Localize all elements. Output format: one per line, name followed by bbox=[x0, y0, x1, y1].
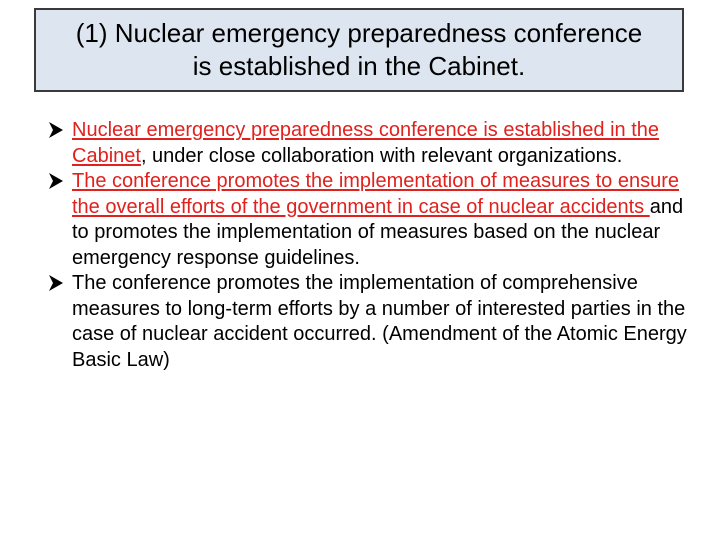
bullet-item-3 bbox=[48, 271, 688, 373]
bullet-item-1 bbox=[48, 118, 688, 169]
bullet-1-text: , under close collaboration with relevant organizations. bbox=[140, 144, 623, 167]
bullet-list bbox=[48, 118, 688, 373]
arrowhead-check-bullet-icon bbox=[48, 273, 64, 293]
bullet-2-highlight-text: The conference promotes the implementation of measures to ensure the overall efforts of the government in case of nuclear accidents bbox=[72, 170, 679, 218]
title-box bbox=[34, 8, 684, 92]
title-line-2: is established in the Cabinet. bbox=[192, 51, 526, 81]
bullet-1-highlight-text: Nuclear emergency preparedness conference is established in the Cabinet bbox=[72, 119, 660, 167]
title-line-1: (1) Nuclear emergency preparedness conference bbox=[75, 18, 643, 48]
bullet-2-text: and to promotes the implementation of measures based on the nuclear emergency response guidelines. bbox=[72, 195, 684, 269]
arrowhead-check-bullet-icon bbox=[48, 120, 64, 140]
bullet-item-2 bbox=[48, 169, 688, 271]
page-title bbox=[76, 17, 643, 83]
bullet-3-text: The conference promotes the implementation of comprehensive measures to long-term efforts by a number of interested parties in the case of nuclear accident occurred. (Amendment of the Atomic Energy Basic Law) bbox=[72, 272, 687, 371]
arrowhead-check-bullet-icon bbox=[48, 171, 64, 191]
